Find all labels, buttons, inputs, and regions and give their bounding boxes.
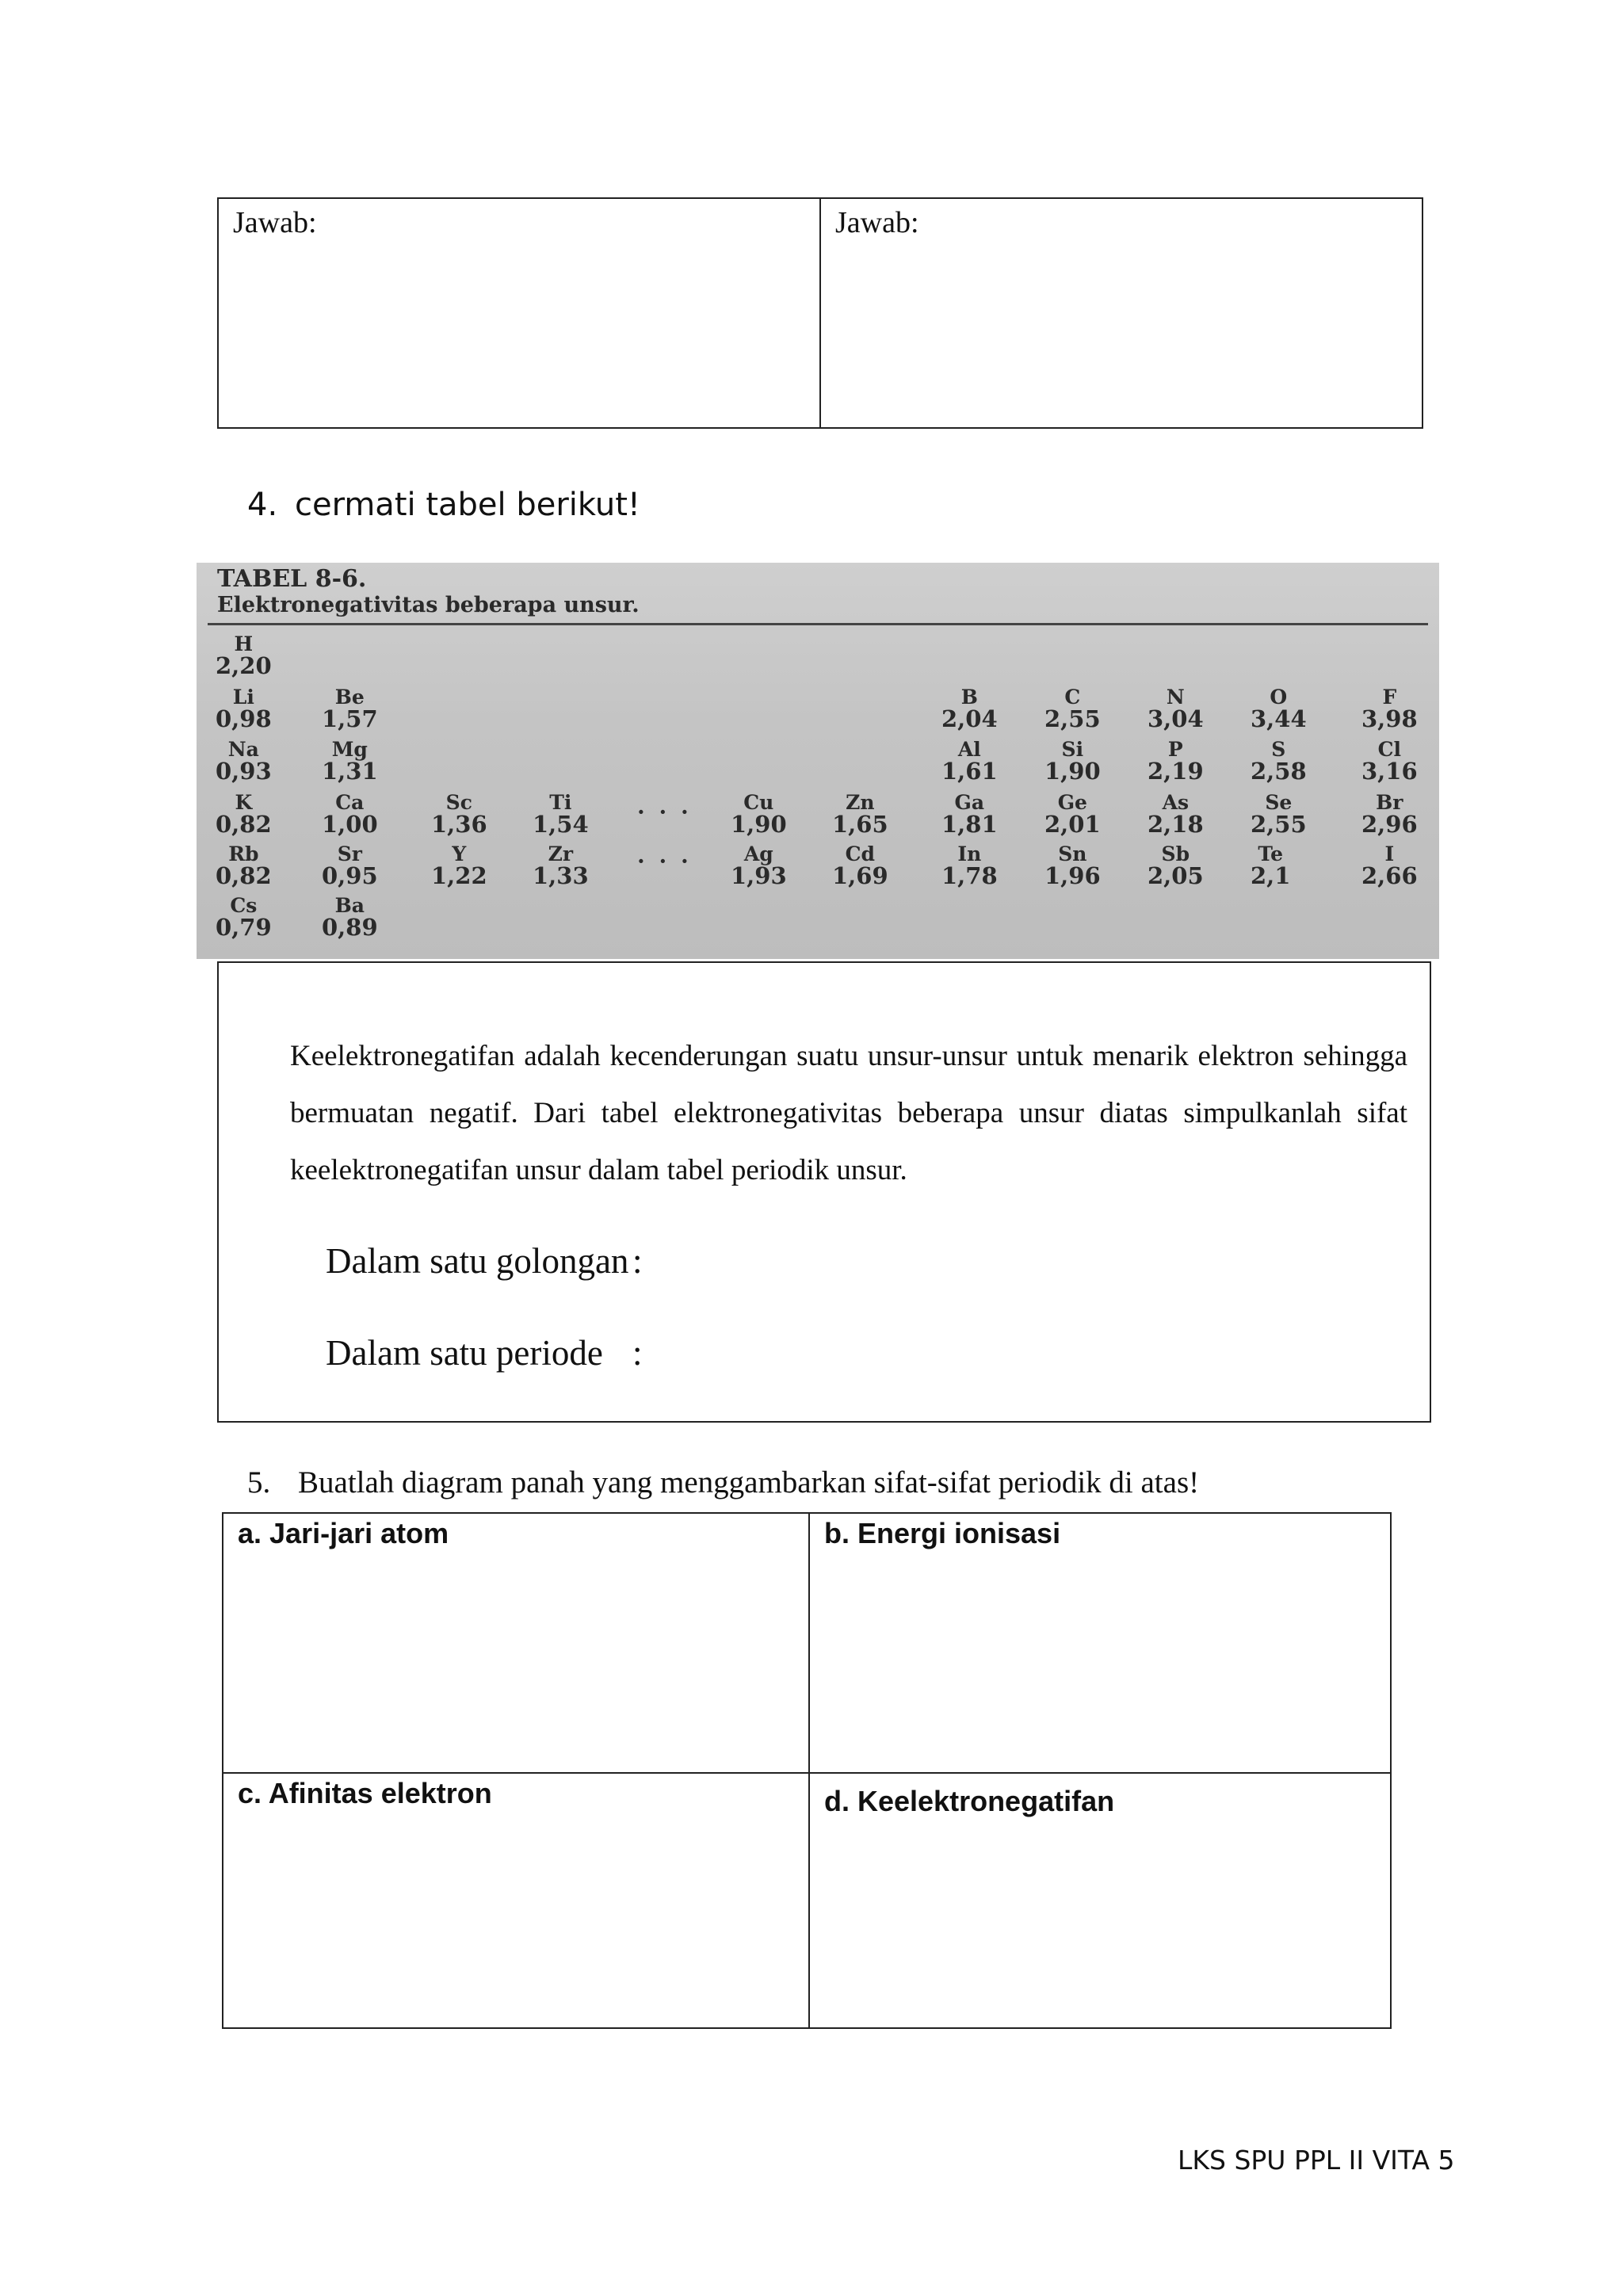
element-symbol: Ca bbox=[335, 791, 365, 814]
element-cell-cd bbox=[832, 844, 888, 888]
golongan-colon: : bbox=[632, 1241, 643, 1281]
element-symbol: Ga bbox=[954, 791, 985, 814]
element-symbol: O bbox=[1270, 686, 1288, 709]
answer-label-left: Jawab: bbox=[233, 206, 317, 239]
diagram-cell-jari-jari[interactable] bbox=[223, 1514, 808, 1772]
ellipsis-row5: · · · bbox=[637, 848, 692, 874]
element-value: 2,96 bbox=[1361, 811, 1418, 838]
element-value: 2,18 bbox=[1148, 811, 1204, 838]
element-cell-al bbox=[941, 739, 998, 783]
element-cell-k bbox=[216, 793, 272, 836]
element-cell-rb bbox=[216, 844, 272, 888]
element-value: 0,89 bbox=[322, 914, 378, 941]
element-cell-sr bbox=[322, 844, 378, 888]
element-symbol: Li bbox=[232, 686, 254, 709]
element-value: 2,04 bbox=[941, 705, 998, 732]
element-symbol: Sr bbox=[337, 842, 362, 865]
element-symbol: Cs bbox=[230, 894, 258, 917]
element-cell-in bbox=[941, 844, 998, 888]
element-symbol: Sn bbox=[1058, 842, 1087, 865]
element-symbol: Br bbox=[1376, 791, 1403, 814]
element-value: 1,65 bbox=[832, 811, 888, 838]
periode-answer-line[interactable] bbox=[290, 1291, 643, 1415]
element-value: 1,90 bbox=[1044, 758, 1101, 785]
element-symbol: F bbox=[1382, 686, 1397, 709]
element-symbol: As bbox=[1162, 791, 1190, 814]
element-cell-o bbox=[1251, 687, 1307, 731]
element-value: 3,04 bbox=[1148, 705, 1204, 732]
periode-label: Dalam satu periode bbox=[326, 1333, 603, 1373]
golongan-label: Dalam satu golongan bbox=[326, 1241, 629, 1281]
element-symbol: Cl bbox=[1377, 738, 1402, 761]
element-value: 0,79 bbox=[216, 914, 272, 941]
element-symbol: N bbox=[1166, 686, 1185, 709]
element-symbol: Al bbox=[957, 738, 981, 761]
element-symbol: Sc bbox=[445, 791, 472, 814]
electronegativity-question-box bbox=[217, 961, 1431, 1423]
diagram-cell-energi-ionisasi[interactable] bbox=[810, 1514, 1392, 1772]
element-cell-cl bbox=[1361, 739, 1418, 783]
element-value: 2,20 bbox=[216, 652, 272, 679]
element-cell-zn bbox=[832, 793, 888, 836]
element-cell-ga bbox=[941, 793, 998, 836]
diagram-label-a: a. Jari-jari atom bbox=[238, 1517, 449, 1549]
question-5-number: 5. bbox=[247, 1465, 271, 1499]
element-value: 1,22 bbox=[431, 862, 487, 889]
question-4 bbox=[247, 487, 640, 523]
element-symbol: Se bbox=[1265, 791, 1293, 814]
element-symbol: Zr bbox=[548, 842, 574, 865]
element-cell-li bbox=[216, 687, 272, 731]
element-cell-ag bbox=[731, 844, 787, 888]
diagram-cell-keelektronegatifan[interactable] bbox=[810, 1774, 1392, 2029]
question-4-number: 4. bbox=[247, 487, 278, 523]
element-value: 1,54 bbox=[533, 811, 589, 838]
element-symbol: Te bbox=[1258, 842, 1284, 865]
element-cell-y bbox=[431, 844, 487, 888]
answer-cell-left[interactable] bbox=[219, 199, 819, 427]
element-cell-sn bbox=[1044, 844, 1101, 888]
element-value: 1,33 bbox=[533, 862, 589, 889]
element-symbol: Y bbox=[452, 842, 467, 865]
element-value: 2,66 bbox=[1361, 862, 1418, 889]
element-value: 2,05 bbox=[1148, 862, 1204, 889]
element-value: 3,98 bbox=[1361, 705, 1418, 732]
element-symbol: Zn bbox=[846, 791, 875, 814]
element-cell-mg bbox=[322, 739, 378, 783]
element-symbol: P bbox=[1167, 738, 1183, 761]
element-cell-br bbox=[1361, 793, 1418, 836]
question-5-text: Buatlah diagram panah yang menggambarkan sifat-sifat periodik di atas! bbox=[298, 1465, 1200, 1499]
element-value: 1,96 bbox=[1044, 862, 1101, 889]
element-value: 2,19 bbox=[1148, 758, 1204, 785]
element-symbol: I bbox=[1384, 842, 1395, 865]
element-symbol: Ag bbox=[743, 842, 773, 865]
element-value: 1,93 bbox=[731, 862, 787, 889]
element-value: 1,31 bbox=[322, 758, 378, 785]
element-symbol: Na bbox=[227, 738, 259, 761]
element-cell-i bbox=[1361, 844, 1418, 888]
element-value: 1,61 bbox=[941, 758, 998, 785]
answer-label-right: Jawab: bbox=[835, 206, 919, 239]
element-symbol: B bbox=[960, 686, 978, 709]
element-value: 0,98 bbox=[216, 705, 272, 732]
element-cell-as bbox=[1148, 793, 1204, 836]
diagram-cell-afinitas[interactable] bbox=[223, 1774, 808, 2029]
element-cell-be bbox=[322, 687, 378, 731]
element-cell-si bbox=[1044, 739, 1101, 783]
element-cell-b bbox=[941, 687, 998, 731]
element-symbol: Rb bbox=[228, 842, 259, 865]
question-4-text: cermati tabel berikut! bbox=[295, 487, 640, 523]
element-cell-h bbox=[216, 634, 272, 678]
element-cell-c bbox=[1044, 687, 1101, 731]
element-value: 0,95 bbox=[322, 862, 378, 889]
element-cell-ge bbox=[1044, 793, 1101, 836]
element-cell-te bbox=[1251, 844, 1290, 888]
element-symbol: K bbox=[235, 791, 253, 814]
element-cell-ba bbox=[322, 896, 378, 939]
element-value: 0,82 bbox=[216, 811, 272, 838]
element-symbol: S bbox=[1271, 738, 1286, 761]
element-symbol: Mg bbox=[331, 738, 368, 761]
element-symbol: C bbox=[1064, 686, 1081, 709]
electronegativity-paragraph: Keelektronegatifan adalah kecenderungan suatu unsur-unsur untuk menarik elektron sehingga bermuatan negatif. Dari tabel elektronegativitas beberapa unsur diatas simpulkanlah sifat keelektronegatifan unsur dalam tabel periodik unsur. bbox=[290, 1040, 1407, 1186]
element-value: 0,82 bbox=[216, 862, 272, 889]
element-symbol: Sb bbox=[1161, 842, 1190, 865]
element-value: 1,00 bbox=[322, 811, 378, 838]
element-cell-p bbox=[1148, 739, 1204, 783]
element-cell-sb bbox=[1148, 844, 1204, 888]
question-5 bbox=[247, 1465, 1199, 1500]
element-cell-na bbox=[216, 739, 272, 783]
element-value: 1,36 bbox=[431, 811, 487, 838]
element-value: 2,1 bbox=[1251, 862, 1291, 889]
element-value: 1,57 bbox=[322, 705, 378, 732]
element-symbol: Ge bbox=[1057, 791, 1087, 814]
element-value: 2,58 bbox=[1251, 758, 1307, 785]
element-value: 2,01 bbox=[1044, 811, 1101, 838]
answer-cell-right[interactable] bbox=[819, 199, 1422, 427]
element-value: 2,55 bbox=[1044, 705, 1101, 732]
element-cell-zr bbox=[533, 844, 589, 888]
element-cell-s bbox=[1251, 739, 1307, 783]
diagram-label-d: d. Keelektronegatifan bbox=[824, 1785, 1115, 1817]
diagram-table bbox=[222, 1512, 1392, 2029]
element-cell-cs bbox=[216, 896, 272, 939]
diagram-label-b: b. Energi ionisasi bbox=[824, 1517, 1061, 1549]
diagram-label-c: c. Afinitas elektron bbox=[238, 1777, 492, 1809]
element-value: 2,55 bbox=[1251, 811, 1307, 838]
element-symbol: Ba bbox=[334, 894, 365, 917]
element-cell-ti bbox=[533, 793, 589, 836]
answer-table-top bbox=[217, 197, 1423, 429]
element-value: 1,78 bbox=[941, 862, 998, 889]
element-value: 1,90 bbox=[731, 811, 787, 838]
element-symbol: Cu bbox=[743, 791, 774, 814]
element-symbol: Ti bbox=[549, 791, 572, 814]
element-cell-n bbox=[1148, 687, 1204, 731]
element-symbol: H bbox=[234, 632, 254, 655]
electronegativity-table-image bbox=[197, 563, 1439, 959]
scan-table-title: TABEL 8-6. bbox=[217, 565, 367, 593]
element-value: 1,69 bbox=[832, 862, 888, 889]
element-cell-se bbox=[1251, 793, 1307, 836]
element-cell-sc bbox=[431, 793, 487, 836]
ellipsis-row4: · · · bbox=[637, 799, 692, 825]
scan-table-rule bbox=[208, 623, 1428, 625]
element-value: 0,93 bbox=[216, 758, 272, 785]
page-footer: LKS SPU PPL II VITA 5 bbox=[1178, 2145, 1455, 2176]
periode-colon: : bbox=[632, 1333, 643, 1373]
element-value: 3,44 bbox=[1251, 705, 1307, 732]
scan-table-subtitle: Elektronegativitas beberapa unsur. bbox=[217, 593, 640, 617]
element-value: 1,81 bbox=[941, 811, 998, 838]
element-cell-ca bbox=[322, 793, 378, 836]
element-value: 3,16 bbox=[1361, 758, 1418, 785]
element-symbol: Cd bbox=[845, 842, 876, 865]
element-cell-cu bbox=[731, 793, 787, 836]
element-symbol: In bbox=[957, 842, 982, 865]
element-cell-f bbox=[1361, 687, 1418, 731]
element-symbol: Be bbox=[334, 686, 365, 709]
element-symbol: Si bbox=[1061, 738, 1084, 761]
